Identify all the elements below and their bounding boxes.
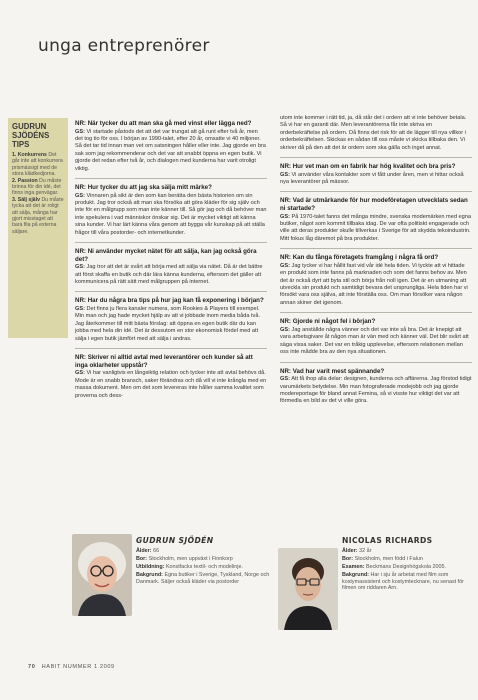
bio-text: GUDRUN SJÖDÉN Ålder: 66 Bor: Stockholm, men uppväxt i Finnkorp Utbildning: Konstfacks textil- och modelinje. Bakgrund: Egna butiker i Sverige, Tyskland, Norge och Danmark. Säljer också kläder via postorder	[136, 536, 270, 585]
tips-heading: GUDRUN SJÖDÉNS TIPS	[12, 122, 50, 149]
tip-item: 3. Sälj själv Du måste tycka att det är roligt att sälja, många har gjort misstaget att bara fila på externa säljare.	[12, 196, 64, 235]
question: NR: Har du några bra tips på hur jag kan få exponering i början?	[75, 297, 264, 305]
question: NR: Ni använder mycket nätet för att sälja, kan jag också göra det?	[75, 248, 257, 263]
question: NR: Kan du fånga företagets framgång i några få ord?	[280, 254, 439, 262]
divider	[75, 291, 267, 292]
portrait-photo	[278, 548, 338, 630]
divider	[280, 191, 472, 192]
question: NR: Vad har varit mest spännande?	[280, 367, 385, 375]
tip-item: 1. Konkurrens Det går inte att konkurrera prismässigt med de stora klädkedjorna.	[12, 152, 63, 178]
answer: GS: Jag tycker vi har hållit fast vid vår idé hela tiden. Vi tyckte att vi hittade en produkt som inte fanns på marknaden och som det fanns behov av. Men det är också dyrt att byta stil och börja från noll igen. Det är en utmaning att utveckla sin produkt och samtidigt bevara det ursprungliga. Hela tiden har vi försökt vara oss själva, att inte förställa oss. Om man försöker vara någon annan skiner det igenom.	[280, 262, 468, 306]
question: NR: Vad är utmärkande för hur modeföretagen utvecklats sedan ni startade?	[280, 197, 468, 213]
publication-name: HABIT NUMMER 1 2009	[41, 664, 115, 670]
divider	[75, 242, 267, 243]
bio-name: GUDRUN SJÖDÉN	[136, 536, 214, 545]
divider	[75, 348, 267, 349]
question: NR: Gjorde ni något fel i början?	[280, 318, 376, 326]
answer: GS: Att få ihop alla delar: designen, kunderna och affärerna. Jag förstod tidigt varumärkets betydelse. Min man fotograferade modejobb och jag gjorde modereportage för bland annat Femina, så vi visste hur viktigt det var att förmedla en bild av det vi ville göra.	[280, 376, 472, 405]
bio-name: NICOLAS RICHARDS	[342, 536, 433, 545]
bio-gudrun-sjoden	[72, 530, 272, 680]
portrait-photo	[72, 534, 132, 616]
answer: GS: Vi använder våra kontakter som vi fått under åren, men vi hittar också nya leverantörer på mässor.	[280, 171, 464, 186]
answer: GS: Det finns ju flera kanaler numera, som Rookies & Players till exempel. Min man och jag hade mycket hjälp av att vi jobbade inom media båda två. Jag återkommer till mitt bästa förslag: att öppna en egen butik där du kan jobba med hela din idé. Det är dessutom en stor ekonomisk fördel med att sälja i egen butik jämfört med att sälja i andras.	[75, 306, 261, 342]
question: NR: Hur vet man om en fabrik har hög kvalitet och bra pris?	[280, 163, 456, 171]
answer: GS: På 1970-talet fanns det många mindre, svenska modemärken med egna butiker, något som kommit tillbaka idag. De var ofta politiskt engagerade och ville att deras produkter skulle tillverkas i Sverige för att skydda tekoindustrin. Mitt fokus låg däremot på bra produkter.	[280, 213, 471, 242]
answer: utom inte kommer i rätt tid, ja, då står det i ordern att vi inte behöver betala. Så vi har en garanti där. Men leverantörerna får inte skriva en orderbekräftelse på ordern. Då finns det risk för att de lägger till nya villkor i orderbekräftelsen. Skickas en sådan till oss måste vi skicka tillbaka den. Vi skriver då på den att det är ordern som ska gälla och inget annat.	[280, 115, 467, 151]
page-footer	[28, 664, 115, 670]
section-title: unga entreprenörer	[38, 36, 210, 56]
question: NR: Skriver ni alltid avtal med leverantörer och kunder så att inga oklarheter uppstår?	[75, 354, 253, 369]
divider	[280, 248, 472, 249]
question: NR: När tycker du att man ska gå med vinst eller lägga ned?	[75, 120, 252, 127]
page-number: 70	[28, 664, 36, 670]
answer: GS: Jag tror att det är svårt att börja med att sälja via nätet. Då är det bättre att först skaffa en butik och där lära känna kunderna, eftersom det gäller att kommunicera på rätt sätt med målgruppen på internet.	[75, 264, 263, 286]
answer: GS: Vi har vanligtvis en långsiktig relation och tycker inte att avtal behövs då. Mode är en snabb bransch, saker förändras och då vill vi inte krångla med en massa dokument. Men om det som levereras inte håller samma kvalitet som proverna och dess-	[75, 370, 267, 399]
interview-column-right	[280, 115, 472, 406]
divider	[280, 312, 472, 313]
answer: GS: Vi startade påstods det att det var trungat att gå runt efter två år, men det tog tio för oss. I början av 1990-talet, efter 20 år, omsatte vi 40 miljoner. Så det tar tid innan man vet om satsningen håller eller inte. Jag gjorde en bra sak som jag rekommenderar och det var att snabbt öppna en egen butik. Vi gjorde det redan efter två år, och dialogen med kunderna har varit otroligt viktig.	[75, 128, 266, 172]
divider	[280, 157, 472, 158]
answer: GS: Vinnaren på sikt är den som kan berätta den bästa historien om sin produkt. Jag tror också att man ska försöka att göra kläder för sig själv och inte för en målgrupp som man inte känner till. Så gör jag och då behöver man inte spekulera i vad människor önskar sig. Det är mycket viktigt att känna sina kunder. Vi har lärt känna våra genom att bygga vår kunskap på att ställa frågor till våra postorder- och internetkunder.	[75, 192, 267, 236]
tips-box	[8, 118, 68, 338]
divider	[75, 178, 267, 179]
bio-text: NICOLAS RICHARDS Ålder: 32 år Bor: Stockholm, men född i Falun Examen: Beckmans Designhögskola 2005. Bakgrund: Har i sju år arbetat med film som kostymassistent och kostymtecknare, nu senast för filmen om riddaren Arn.	[342, 538, 476, 593]
divider	[280, 362, 472, 363]
portrait-nicolas	[278, 548, 338, 630]
answer: GS: Jag anställde några vänner och det var inte så bra. Det är knepigt att vara arbetsgivare åt någon man är vän med och känner väl. Det blir svårt att säga vissa saker. Det var en tråkig upplevelse, eftersom relationen mellan oss inte mådde bra av den nya situationen.	[280, 326, 469, 356]
interview-column-left	[75, 115, 267, 400]
tip-item: 2. Passion Du måste brinna för din idé, det finns inga genvägar.	[12, 177, 62, 197]
portrait-gudrun	[72, 534, 132, 616]
bio-nicolas-richards	[278, 530, 473, 680]
question: NR: Hur tycker du att jag ska sälja mitt märke?	[75, 184, 212, 192]
